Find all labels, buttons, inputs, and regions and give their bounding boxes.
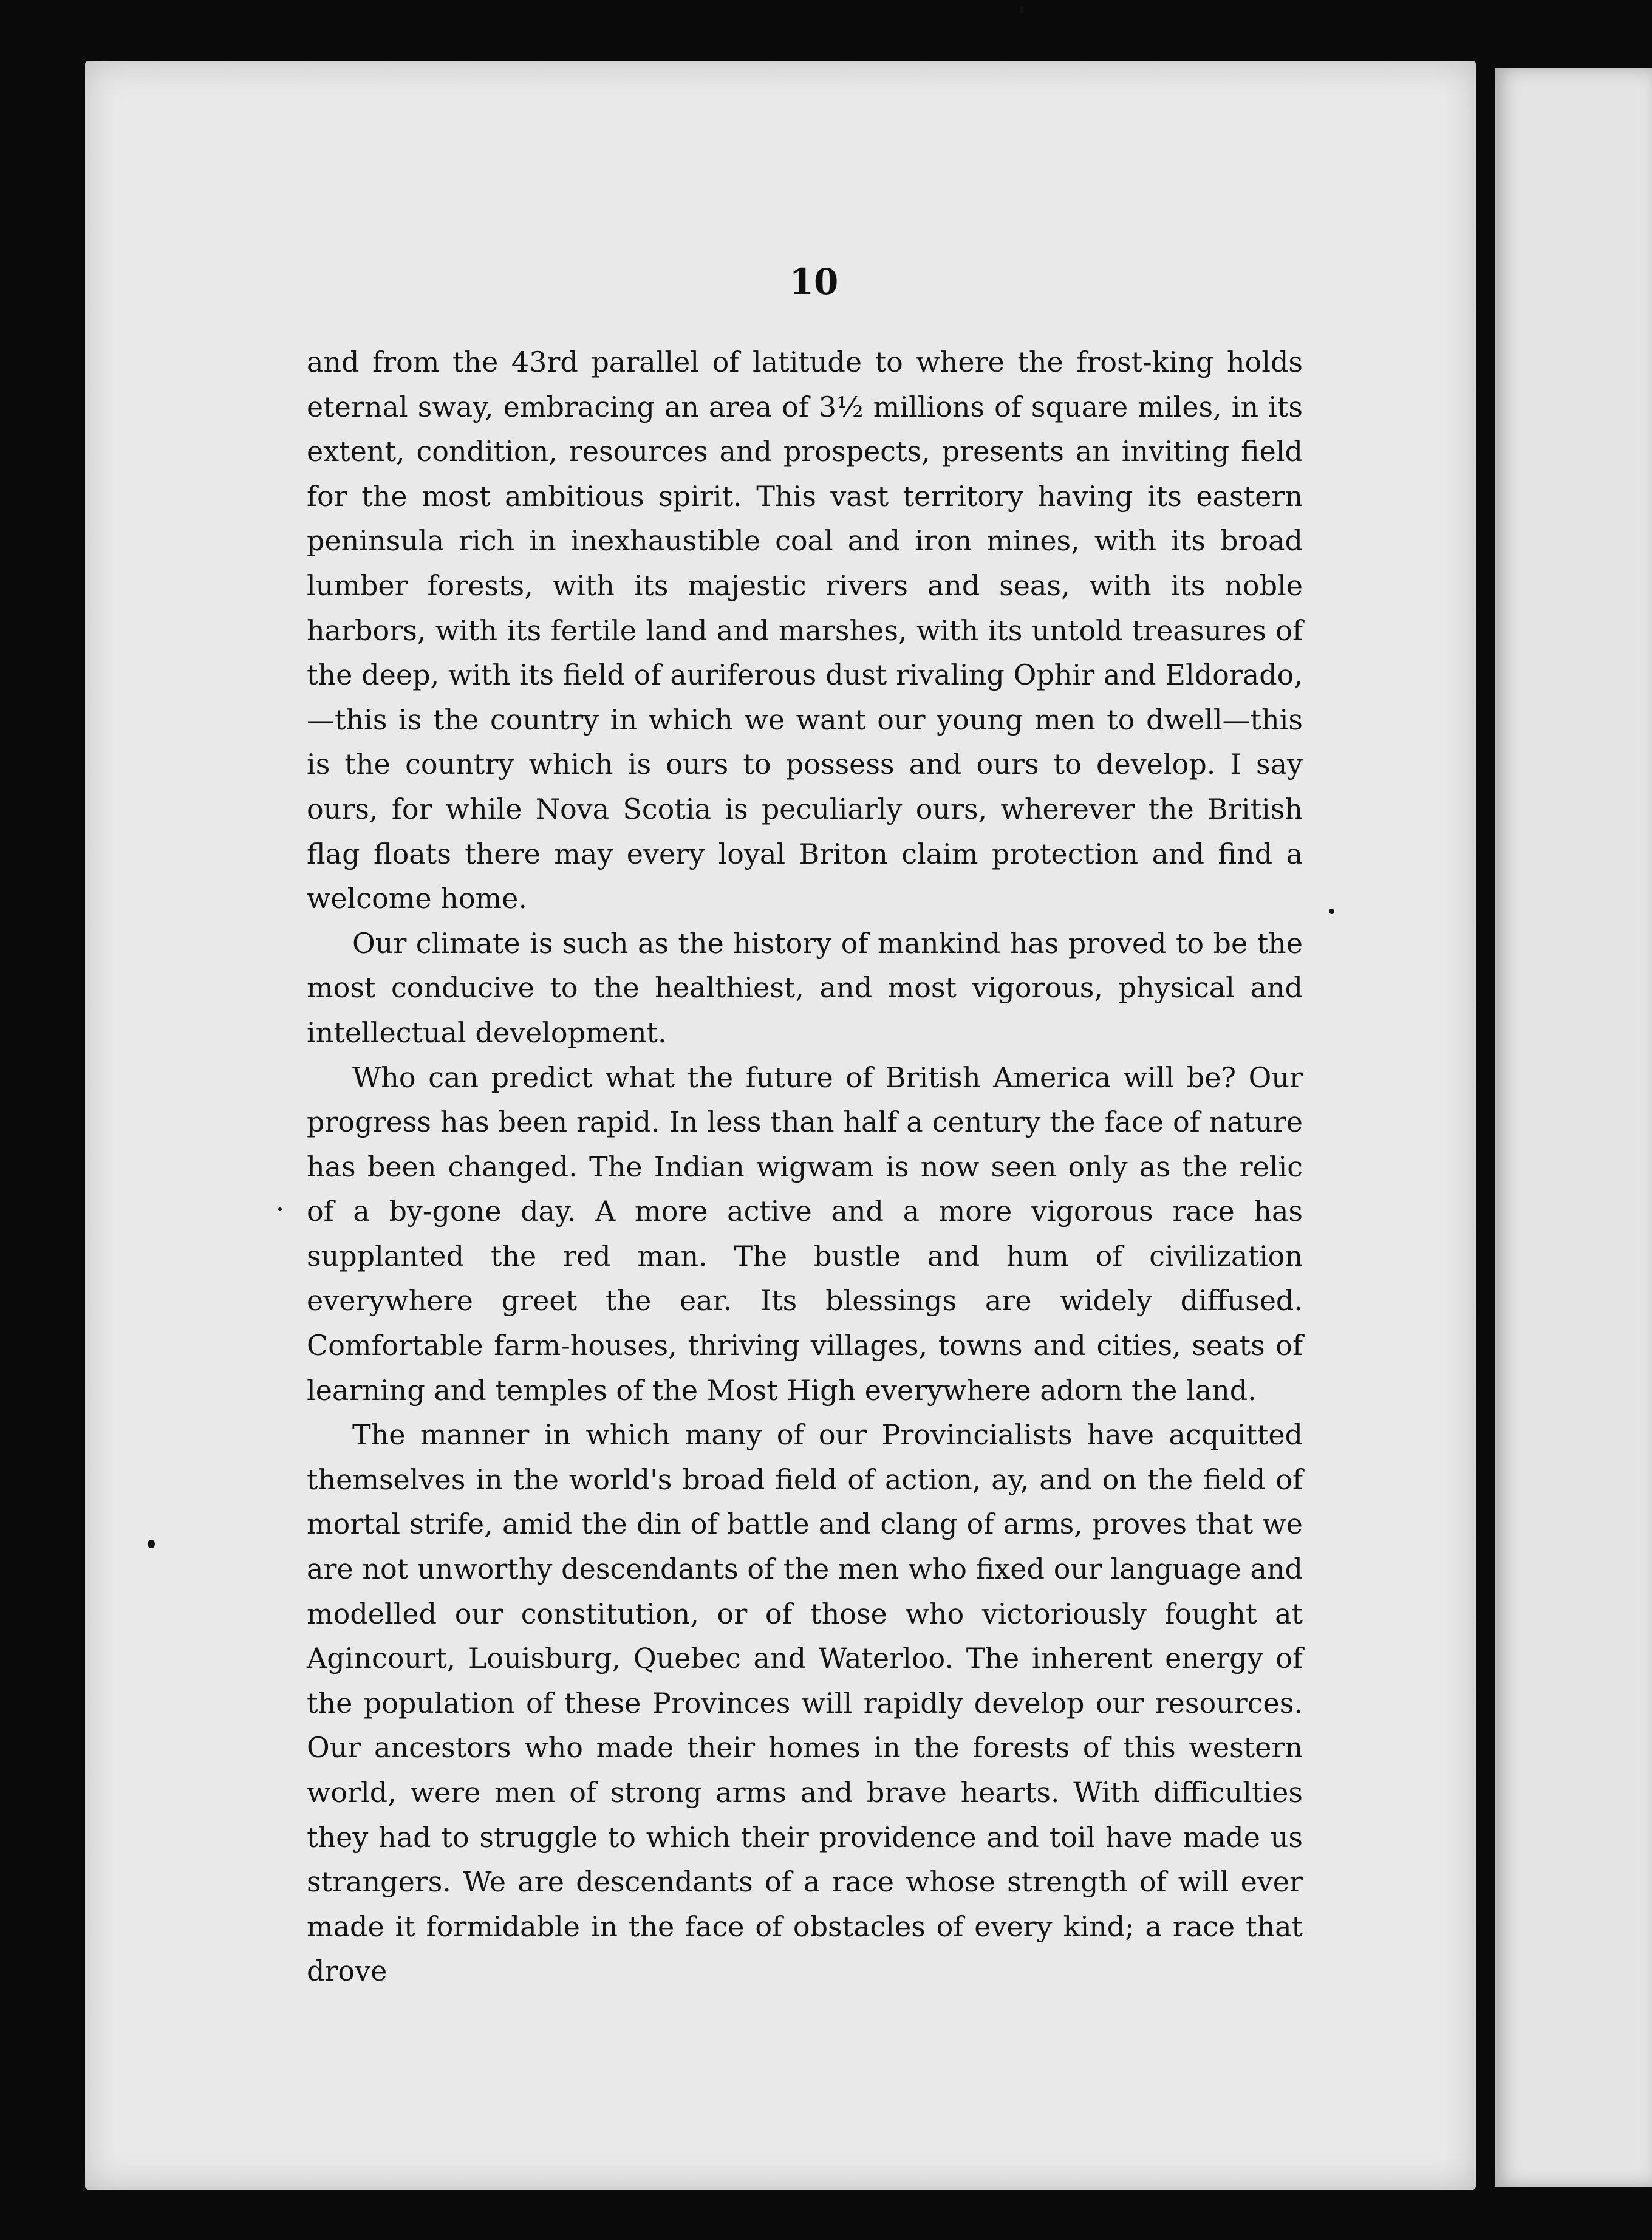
adjacent-page-edge [1495,68,1652,2187]
speck-mark [148,1540,155,1548]
paragraph: and from the 43rd parallel of latitude to where the frost-king holds eternal sway, embracing an area of 3½ millions of square miles, in its extent, condition, resources and prospects, presents an inviting field for the most ambitious spirit. This vast territory having its eastern peninsula rich in inexhaustible coal and iron mines, with its broad lumber forests, with its majestic rivers and seas, with its noble harbors, with its fertile land and marshes, with its untold treasures of the deep, with its field of auriferous dust rivaling Ophir and Eldorado,—this is the country in which we want our young men to dwell—this is the country which is ours to possess and ours to develop. I say ours, for while Nova Scotia is peculiarly ours, wherever the British flag floats there may every loyal Briton claim protection and find a welcome home. [307,346,1303,915]
speck-mark [1019,6,1024,13]
paragraph: The manner in which many of our Provincialists have acquitted themselves in the world's broad field of action, ay, and on the field of mortal strife, amid the din of battle and clang of arms, proves that we are not unworthy descendants of the men who fixed our language and modelled our constitution, or of those who victoriously fought at Agincourt, Louisburg, Quebec and Waterloo. The inherent energy of the population of these Provinces will rapidly develop our resources. Our ancestors who made their homes in the forests of this western world, were men of strong arms and brave hearts. With difficulties they had to struggle to which their providence and toil have made us strangers. We are descendants of a race whose strength of will ever made it formidable in the face of obstacles of every kind; a race that drove [307,1418,1303,1988]
speck-mark [1329,909,1334,914]
paragraph: Our climate is such as the history of mankind has proved to be the most conducive to the healthiest, and most vigorous, physical and intellectual development. [307,926,1303,1049]
body-text [307,340,1303,1994]
paragraph: Who can predict what the future of British America will be? Our progress has been rapid. In less than half a century the face of nature has been changed. The Indian wigwam is now seen only as the relic of a by-gone day. A more active and a more vigorous race has supplanted the red man. The bustle and hum of civilization everywhere greet the ear. Its blessings are widely diffused. Comfortable farm-houses, thriving villages, towns and cities, seats of learning and temples of the Most High everywhere adorn the land. [307,1060,1303,1407]
page-number: 10 [789,261,839,302]
speck-mark [278,1207,282,1211]
